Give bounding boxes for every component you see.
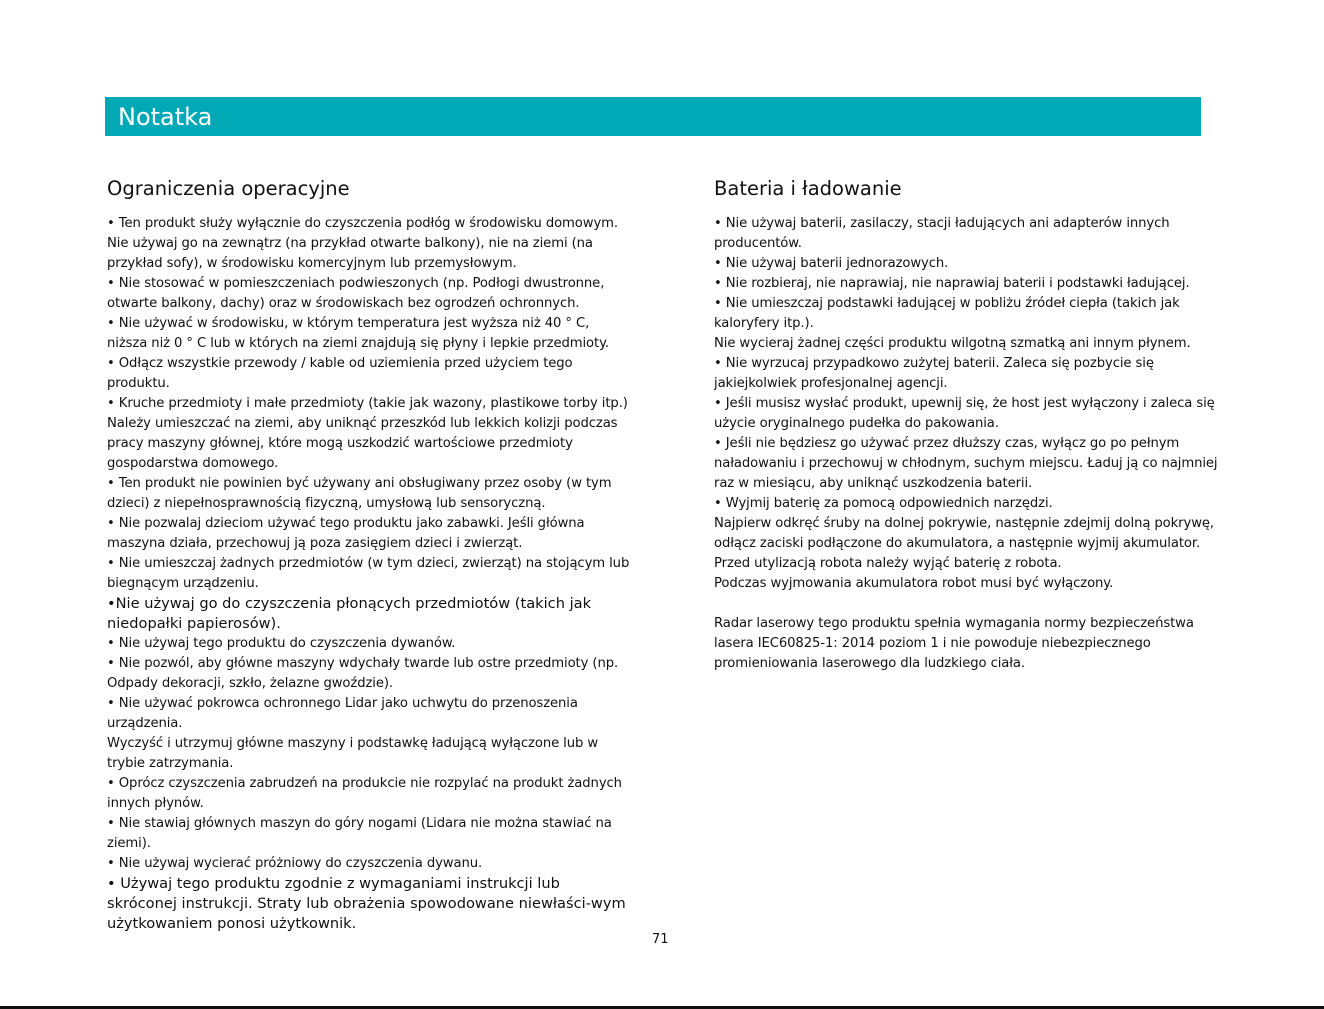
operational-limits-title: Ograniczenia operacyjne <box>107 177 350 200</box>
operational-limit-item: • Kruche przedmioty i małe przedmioty (takie jak wazony, plastikowe torby itp.) Należy umieszczać na ziemi, aby uniknąć przeszkód lub lekkich kolizji podczas pracy maszyny głównej, które mogą uszkodzić wartościowe przedmioty gospodarstwa domowego. <box>107 396 628 471</box>
operational-limit-item: • Nie stawiaj głównych maszyn do góry nogami (Lidara nie można stawiać na ziemi). <box>107 816 612 851</box>
page-number: 71 <box>652 932 669 947</box>
banner-title: Notatka <box>118 103 213 131</box>
section-banner <box>105 97 1201 136</box>
operational-limits-column <box>107 176 632 934</box>
battery-item: Podczas wyjmowania akumulatora robot musi być wyłączony. <box>714 576 1114 591</box>
battery-item: • Jeśli musisz wysłać produkt, upewnij się, że host jest wyłączony i zaleca się użycie oryginalnego pudełka do pakowania. <box>714 396 1215 431</box>
paragraph-gap <box>714 594 1226 614</box>
operational-limit-item: • Nie używać pokrowca ochronnego Lidar jako uchwytu do przenoszenia urządzenia. <box>107 696 578 731</box>
laser-safety-note: Radar laserowy tego produktu spełnia wymagania normy bezpieczeństwa lasera IEC60825-1: 2014 poziom 1 i nie powoduje niebezpiecznego promieniowania laserowego dla ludzkiego ciała. <box>714 616 1194 671</box>
operational-limit-item: • Nie używać w środowisku, w którym temperatura jest wyższa niż 40 ° C, niższa niż 0 ° C lub w których na ziemi znajdują się płyny i lepkie przedmioty. <box>107 316 609 351</box>
battery-item: • Nie używaj baterii, zasilaczy, stacji ładujących ani adapterów innych producentów. <box>714 216 1170 251</box>
operational-limit-item: • Używaj tego produktu zgodnie z wymaganiami instrukcji lub skróconej instrukcji. Straty lub obrażenia spowodowane niewłaści-wym użytkowaniem ponosi użytkownik. <box>107 875 626 932</box>
operational-limit-item: • Nie stosować w pomieszczeniach podwieszonych (np. Podłogi dwustronne, otwarte balkony, dachy) oraz w środowiskach bez ogrodzeń ochronnych. <box>107 276 605 311</box>
battery-charging-title: Bateria i ładowanie <box>714 177 902 200</box>
operational-limits-body <box>107 214 632 934</box>
operational-limit-item: • Nie umieszczaj żadnych przedmiotów (w tym dzieci, zwierząt) na stojącym lub biegnącym urządzeniu. <box>107 556 630 591</box>
battery-item: Nie wycieraj żadnej części produktu wilgotną szmatką ani innym płynem. <box>714 336 1191 351</box>
operational-limit-item: • Nie pozwalaj dzieciom używać tego produktu jako zabawki. Jeśli główna maszyna działa, przechowuj ją poza zasięgiem dzieci i zwierząt. <box>107 516 585 551</box>
operational-limit-item: • Nie używaj tego produktu do czyszczenia dywanów. <box>107 636 456 651</box>
battery-item: • Jeśli nie będziesz go używać przez dłuższy czas, wyłącz go po pełnym naładowaniu i przechowuj w chłodnym, suchym miejscu. Ładuj ją co najmniej raz w miesiącu, aby uniknąć uszkodzenia baterii. <box>714 436 1218 491</box>
battery-item: • Nie wyrzucaj przypadkowo zużytej baterii. Zaleca się pozbycie się jakiejkolwiek profesjonalnej agencji. <box>714 356 1154 391</box>
battery-item: Przed utylizacją robota należy wyjąć baterię z robota. <box>714 556 1062 571</box>
operational-limit-item: • Nie pozwól, aby główne maszyny wdychały twarde lub ostre przedmioty (np. Odpady dekoracji, szkło, żelazne gwoździe). <box>107 656 619 691</box>
battery-item: • Wyjmij baterię za pomocą odpowiednich narzędzi. <box>714 496 1053 511</box>
battery-item: • Nie używaj baterii jednorazowych. <box>714 256 949 271</box>
operational-limit-item: • Ten produkt służy wyłącznie do czyszczenia podłóg w środowisku domowym. Nie używaj go na zewnątrz (na przykład otwarte balkony), nie na ziemi (na przykład sofy), w środowisku komercyjnym lub przemysłowym. <box>107 216 619 271</box>
operational-limit-item: •Nie używaj go do czyszczenia płonących przedmiotów (takich jak niedopałki papierosów). <box>107 595 592 632</box>
battery-charging-column <box>714 176 1226 674</box>
operational-limit-item: Wyczyść i utrzymuj główne maszyny i podstawkę ładującą wyłączone lub w trybie zatrzymania. <box>107 736 599 771</box>
operational-limit-item: • Nie używaj wycierać próżniowy do czyszczenia dywanu. <box>107 856 483 871</box>
operational-limit-item: • Oprócz czyszczenia zabrudzeń na produkcie nie rozpylać na produkt żadnych innych płynów. <box>107 776 622 811</box>
battery-item: • Nie rozbieraj, nie naprawiaj, nie naprawiaj baterii i podstawki ładującej. <box>714 276 1190 291</box>
battery-charging-body <box>714 214 1226 594</box>
battery-item: Najpierw odkręć śruby na dolnej pokrywie, następnie zdejmij dolną pokrywę, odłącz zaciski podłączone do akumulatora, a następnie wyjmij akumulator. <box>714 516 1214 551</box>
operational-limit-item: • Odłącz wszystkie przewody / kable od uziemienia przed użyciem tego produktu. <box>107 356 573 391</box>
battery-item: • Nie umieszczaj podstawki ładującej w pobliżu źródeł ciepła (takich jak kaloryfery itp.). <box>714 296 1180 331</box>
operational-limit-item: • Ten produkt nie powinien być używany ani obsługiwany przez osoby (w tym dzieci) z niepełnosprawnością fizyczną, umysłową lub sensoryczną. <box>107 476 612 511</box>
